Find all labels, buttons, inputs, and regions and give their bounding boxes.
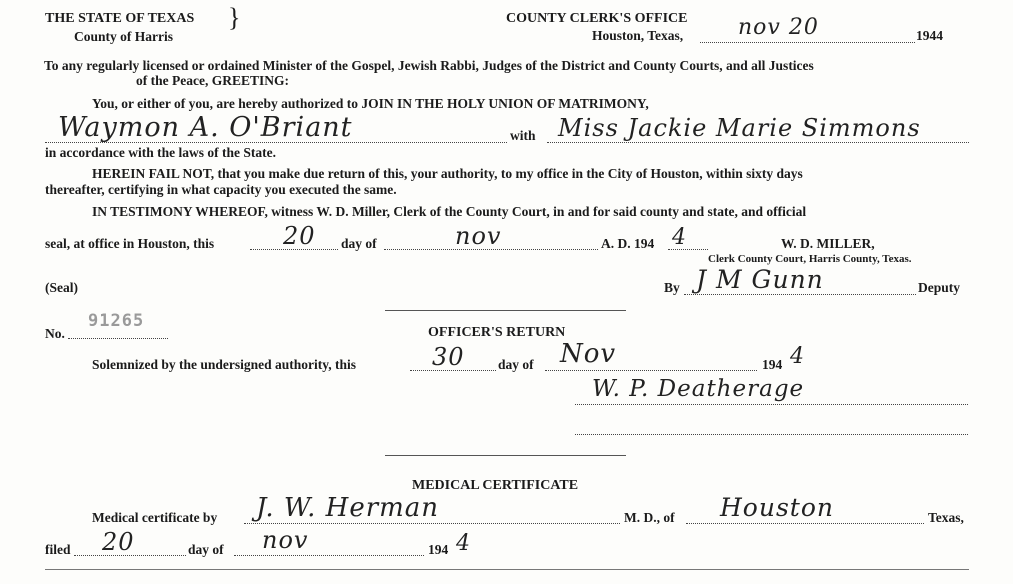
- issue-date-handwritten: nov 20: [738, 15, 819, 40]
- authorization-text: You, or either of you, are hereby authorized to JOIN IN THE HOLY UNION OF MATRIMONY,: [92, 96, 649, 111]
- testimony-day-label: day of: [341, 236, 377, 251]
- office-heading: COUNTY CLERK'S OFFICE: [506, 11, 688, 26]
- solemnized-text: Solemnized by the undersigned authority, this: [92, 357, 357, 372]
- by-label: By: [664, 280, 680, 295]
- testimony-line-1: IN TESTIMONY WHEREOF, witness W. D. Miller, Clerk of the County Court, in and for said county and state, and official: [92, 204, 807, 219]
- testimony-year-handwritten: 4: [672, 225, 687, 250]
- medical-by-label: Medical certificate by: [92, 510, 218, 525]
- document-number-stamp: 91265: [88, 311, 145, 331]
- filed-day-label: day of: [188, 542, 224, 557]
- greeting-line-1: To any regularly licensed or ordained Minister of the Gospel, Jewish Rabbi, Judges of the District and County Courts, and all Justices: [44, 58, 814, 73]
- filed-day-handwritten: 20: [102, 528, 135, 556]
- city-handwritten: Houston: [720, 493, 834, 522]
- doctor-line: [244, 523, 620, 524]
- seal-prefix-text: seal, at office in Houston, this: [45, 236, 215, 251]
- officiant-line: [575, 404, 968, 405]
- city-line: [686, 523, 924, 524]
- location-label: Houston, Texas,: [592, 28, 684, 43]
- filed-month-handwritten: nov: [262, 526, 309, 554]
- testimony-ad-label: A. D. 194: [601, 236, 655, 251]
- return-month-line: [545, 370, 757, 371]
- doctor-name-handwritten: J. W. Herman: [256, 493, 440, 523]
- deputy-label: Deputy: [918, 280, 961, 295]
- separator-rule-2: [385, 455, 626, 456]
- issue-year: 1944: [916, 28, 943, 43]
- seal-label: (Seal): [45, 280, 78, 295]
- greeting-line-2: of the Peace, GREETING:: [136, 73, 289, 88]
- clerk-title: Clerk County Court, Harris County, Texas.: [708, 253, 912, 265]
- bride-line: [547, 142, 969, 143]
- texas-label: Texas,: [928, 510, 964, 525]
- return-day-label: day of: [498, 357, 534, 372]
- state-heading: THE STATE OF TEXAS: [45, 11, 195, 26]
- filed-month-line: [234, 555, 424, 556]
- return-day-handwritten: 30: [432, 343, 465, 371]
- heading-brace: }: [228, 3, 241, 32]
- filed-label: filed: [45, 542, 71, 557]
- medical-heading: MEDICAL CERTIFICATE: [412, 478, 579, 493]
- laws-text: in accordance with the laws of the State.: [45, 145, 276, 160]
- return-year-handwritten: 4: [790, 344, 805, 369]
- county-heading: County of Harris: [74, 29, 173, 44]
- deputy-line: [684, 294, 916, 295]
- officiant-title-line: [575, 434, 968, 435]
- date-line: [700, 42, 915, 43]
- testimony-month-handwritten: nov: [455, 222, 502, 250]
- fail-not-line-1: HEREIN FAIL NOT, that you make due return of this, your authority, to my office in the City of Houston, within sixty days: [92, 166, 803, 181]
- number-line: [68, 338, 168, 339]
- testimony-year-line: [668, 249, 708, 250]
- deputy-signature-handwritten: J M Gunn: [696, 265, 824, 294]
- bride-name-handwritten: Miss Jackie Marie Simmons: [558, 114, 921, 142]
- md-label: M. D., of: [624, 510, 675, 525]
- return-month-handwritten: Nov: [560, 339, 617, 369]
- filed-year: 194: [428, 542, 449, 557]
- number-label: No.: [45, 326, 65, 341]
- clerk-name: W. D. MILLER,: [781, 236, 875, 251]
- groom-name-handwritten: Waymon A. O'Briant: [58, 112, 353, 143]
- officers-return-heading: OFFICER'S RETURN: [428, 325, 566, 340]
- testimony-day-handwritten: 20: [283, 222, 316, 250]
- filed-year-handwritten: 4: [456, 531, 471, 556]
- with-label: with: [510, 128, 536, 143]
- bottom-rule: [45, 569, 969, 570]
- separator-rule-1: [385, 310, 626, 311]
- fail-not-line-2: thereafter, certifying in what capacity you executed the same.: [45, 182, 397, 197]
- officiant-signature-handwritten: W. P. Deatherage: [592, 376, 805, 402]
- return-year: 194: [762, 357, 783, 372]
